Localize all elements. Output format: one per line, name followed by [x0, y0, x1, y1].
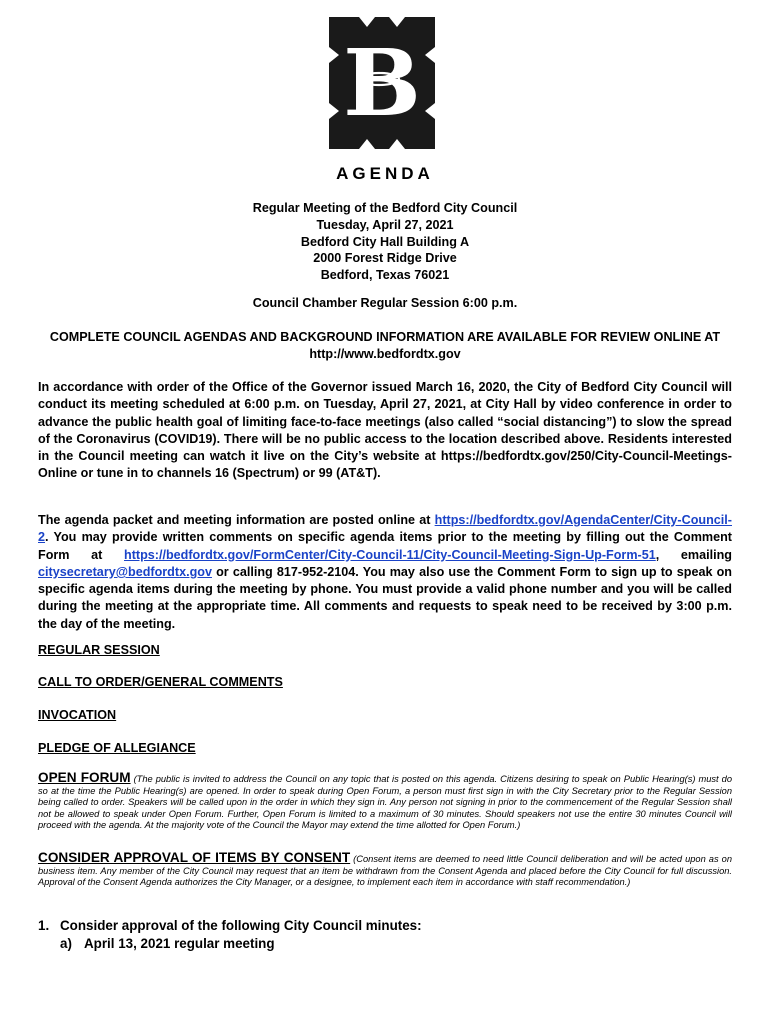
- consent-text: (Consent items are deemed to need little Council deliberation and will be acted upon as on business item. Any member of the City Council may request that an item be withdrawn from the Consent Agenda and placed before the City Council for full discussion. Approval of the Consent Agenda authorizes the City Manager, or a designee, to implement each item in accordance with staff recommendation.): [38, 854, 733, 888]
- open-forum-section: [38, 772, 732, 832]
- meeting-date: Tuesday, April 27, 2021: [316, 217, 454, 232]
- invocation-heading: INVOCATION: [38, 708, 117, 722]
- agenda-item: [38, 917, 732, 935]
- meeting-info: [0, 200, 770, 284]
- bedford-logo: [329, 17, 435, 149]
- item-text: Consider approval of the following City Council minutes:: [60, 918, 422, 933]
- sub-item-letter: a): [60, 935, 72, 951]
- packet-text-2: . You may provide written comments on specific agenda items prior to the meeting by filling out the Comment Form at: [38, 530, 732, 562]
- logo-letter: B: [343, 29, 421, 137]
- pledge-heading: PLEDGE OF ALLEGIANCE: [38, 741, 196, 755]
- governor-order-paragraph: In accordance with order of the Office of the Governor issued March 16, 2020, the City of Bedford City Council will conduct its meeting scheduled at 6:00 p.m. on Tuesday, April 27, 2021, at City Hall by video conference in order to advance the public health goal of limiting face-to-face meetings (also called “social distancing”) to slow the spread of the Coronavirus (COVID19). There will be no public access to the location described above. Residents interested in the Council meeting can watch it live on the City’s website at https://bedfordtx.gov/250/City-Council-Meetings-Online or tune in to channels 16 (Spectrum) or 99 (AT&T).: [38, 380, 732, 481]
- agenda-items: [38, 917, 732, 952]
- session-time: Council Chamber Regular Session 6:00 p.m.: [252, 296, 518, 310]
- email-link[interactable]: citysecretary@bedfordtx.gov: [38, 564, 212, 579]
- agenda-title: AGENDA: [336, 164, 434, 183]
- item-number: 1.: [38, 918, 50, 933]
- consent-section: [38, 852, 732, 889]
- meeting-venue: Bedford City Hall Building A: [300, 234, 470, 249]
- comment-form-link[interactable]: https://bedfordtx.gov/FormCenter/City-Council-11/City-Council-Meeting-Sign-Up-Form-51: [124, 547, 656, 562]
- agenda-packet-paragraph: [38, 512, 732, 633]
- consent-heading: CONSIDER APPROVAL OF ITEMS BY CONSENT: [38, 850, 351, 865]
- open-forum-heading: OPEN FORUM: [38, 770, 131, 785]
- regular-session-heading: REGULAR SESSION: [38, 643, 160, 657]
- meeting-name: Regular Meeting of the Bedford City Council: [252, 201, 518, 215]
- agenda-center-link[interactable]: https://bedfordtx.gov/AgendaCenter/City-Council-2: [38, 513, 732, 545]
- call-to-order-heading: CALL TO ORDER/GENERAL COMMENTS: [38, 675, 283, 689]
- meeting-city: Bedford, Texas 76021: [320, 268, 450, 283]
- packet-text-1: The agenda packet and meeting information are posted online at: [38, 513, 435, 527]
- sub-item-text: April 13, 2021 regular meeting: [84, 935, 275, 951]
- availability-notice: COMPLETE COUNCIL AGENDAS AND BACKGROUND INFORMATION ARE AVAILABLE FOR REVIEW ONLINE AT http://www.bedfordtx.gov: [49, 330, 721, 361]
- meeting-street: 2000 Forest Ridge Drive: [313, 251, 457, 266]
- agenda-sub-item: [38, 935, 732, 953]
- packet-text-4: or calling 817-952-2104. You may also use the Comment Form to sign up to speak on specific agenda items during the meeting by phone. You must provide a valid phone number and you will be called during the meeting at the appropriate time. All comments and requests to speak need to be received by 3:00 p.m. the day of the meeting.: [38, 564, 732, 631]
- packet-text-3: , emailing: [655, 547, 732, 562]
- open-forum-text: (The public is invited to address the Council on any topic that is posted on this agenda. Citizens desiring to speak on Public Hearing(s) must do so at the time the Public Hearing(s) are opened. In order to speak during Open Forum, a person must first sign in with the City Secretary prior to the Regular Session being called to order. Speakers will be called upon in the order in which they sign in. Any person not signing in prior to the commencement of the Regular Session shall not be allowed to speak under Open Forum. Further, Open Forum is limited to a maximum of 30 minutes. Should speakers not use the entire 30 minutes Council will proceed with the agenda. At the majority vote of the Council the Mayor may extend the time allotted for Open Forum.): [38, 774, 732, 831]
